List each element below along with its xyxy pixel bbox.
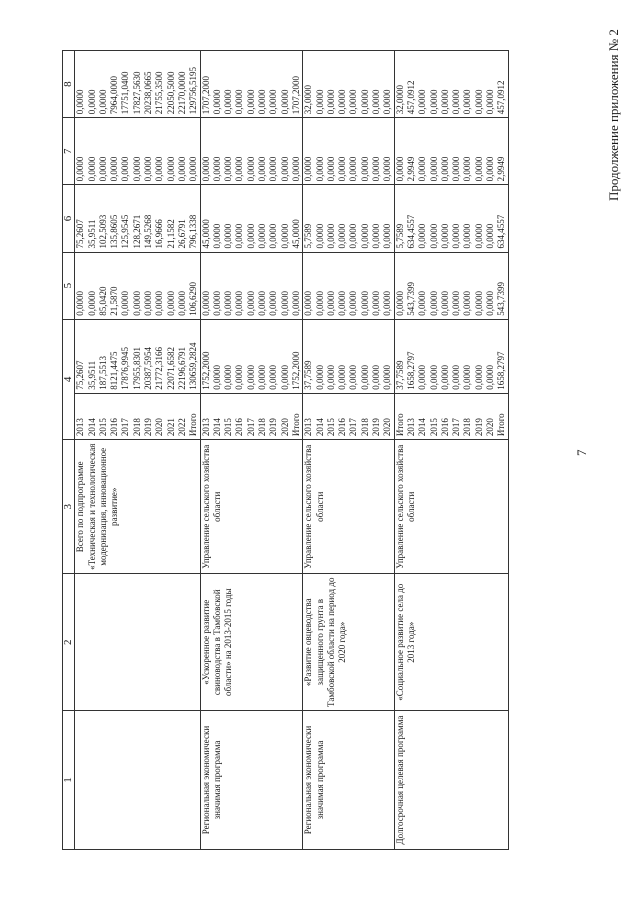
value-cell: 0,0000 [337,290,348,316]
value-cell: 634,4557 [405,214,416,249]
value-cell: 0,0000 [439,156,450,182]
value-cell: 0,0000 [154,290,165,316]
value-cell: 0,0000 [268,223,279,249]
year-label: 2020 [279,418,290,437]
continuation-label: Продолжение приложения № 2 [606,29,621,201]
value-cell: 0,0000 [188,156,199,182]
value-cell: 0,0000 [417,290,428,316]
value-cell: 0,0000 [428,365,439,390]
value-cell: 37,7589 [303,360,314,390]
year-label: 2015 [223,418,234,437]
responsible-executor-cell: Управление сельского хозяйства области [394,440,508,574]
value-cell: 0,0000 [462,89,473,115]
value-cell: 0,0000 [86,156,97,182]
value-cell: 0,0000 [382,290,393,316]
value-cell: 16,9666 [154,219,165,249]
year-label: 2018 [257,418,268,437]
value-cell: 0,0000 [211,365,222,390]
value-cell: 0,0000 [86,89,97,115]
year-label: 2017 [451,418,462,437]
year-label: 2015 [97,418,108,437]
column-number: 7 [63,118,75,185]
value-cell: 0,0000 [371,89,382,115]
regional-budget-column [200,185,303,252]
value-cell: 0,0000 [348,365,359,390]
year-label: 2013 [303,418,314,437]
value-cell: 0,0000 [428,223,439,249]
value-cell: 0,0000 [484,365,495,390]
value-cell: 0,0000 [314,89,325,115]
value-cell: 0,0000 [303,156,314,182]
value-cell: 0,0000 [462,156,473,182]
value-cell: 0,0000 [382,223,393,249]
column-number: 8 [63,51,75,118]
value-cell: 0,0000 [451,290,462,316]
year-label: 2021 [165,418,176,437]
value-cell: 0,0000 [451,156,462,182]
value-cell: 0,0000 [417,223,428,249]
value-cell: 32,0000 [394,84,405,115]
column-number: 3 [63,440,75,574]
value-cell: 0,0000 [473,365,484,390]
value-cell: 0,0000 [75,290,86,316]
value-cell: 5,7589 [394,223,405,249]
value-cell: 0,0000 [371,290,382,316]
value-cell: 0,0000 [428,156,439,182]
value-cell: 0,0000 [234,89,245,115]
value-cell: 1707,2000 [290,75,301,115]
value-cell: 0,0000 [268,365,279,390]
year-label: 2020 [154,418,165,437]
value-cell: 0,0000 [234,290,245,316]
year-label: 2022 [176,418,187,437]
value-cell: 0,0000 [165,290,176,316]
value-cell: 0,0000 [223,290,234,316]
value-cell: 0,0000 [257,290,268,316]
value-cell: 0,0000 [371,223,382,249]
year-label: 2016 [234,418,245,437]
value-cell: 0,0000 [439,290,450,316]
value-cell: 0,0000 [337,365,348,390]
value-cell: 17827,5630 [131,71,142,115]
value-cell: 0,0000 [337,89,348,115]
value-cell: 0,0000 [97,156,108,182]
value-cell: 0,0000 [462,290,473,316]
years-column [200,393,303,439]
value-cell: 0,0000 [359,156,370,182]
total-amount-column [75,319,200,393]
year-label: Итого [496,413,507,437]
value-cell: 0,0000 [473,223,484,249]
value-cell: 45,0000 [290,219,301,249]
value-cell: 135,8605 [109,214,120,249]
federal-budget-column [75,252,200,319]
value-cell: 17876,9945 [120,347,131,390]
value-cell: 0,0000 [428,290,439,316]
financing-table [62,50,509,850]
value-cell: 0,0000 [382,365,393,390]
value-cell: 0,0000 [257,156,268,182]
value-cell: 543,7399 [496,281,507,316]
local-budget-column [75,118,200,185]
year-label: 2019 [371,418,382,437]
value-cell: 128,2671 [131,214,142,249]
value-cell: 0,0000 [245,223,256,249]
value-cell: 8121,4475 [109,351,120,390]
table-row [394,51,508,850]
value-cell: 0,0000 [245,365,256,390]
value-cell: 0,0000 [484,156,495,182]
program-name-cell [75,574,200,711]
value-cell: 0,0000 [75,89,86,115]
value-cell: 0,0000 [109,156,120,182]
value-cell: 21,5870 [109,286,120,316]
value-cell: 0,0000 [223,365,234,390]
value-cell: 0,0000 [200,290,211,316]
value-cell: 2,9949 [496,156,507,182]
value-cell: 0,0000 [268,290,279,316]
value-cell: 45,0000 [200,219,211,249]
value-cell: 0,0000 [359,223,370,249]
table-row [200,51,303,850]
year-label: 2015 [428,418,439,437]
value-cell: 0,0000 [257,89,268,115]
value-cell: 0,0000 [211,290,222,316]
years-column [394,393,508,439]
column-number: 4 [63,319,75,439]
value-cell: 0,0000 [428,89,439,115]
value-cell: 0,0000 [382,89,393,115]
value-cell: 0,0000 [371,156,382,182]
value-cell: 457,0912 [496,80,507,115]
year-label: 2017 [348,418,359,437]
value-cell: 21755,3500 [154,71,165,115]
regional-budget-column [303,185,394,252]
value-cell: 0,0000 [211,89,222,115]
value-cell: 20238,0665 [143,71,154,115]
year-label: Итого [188,413,199,437]
value-cell: 17955,8301 [131,347,142,390]
value-cell: 0,0000 [348,223,359,249]
value-cell: 5,7589 [303,223,314,249]
value-cell: 0,0000 [223,156,234,182]
value-cell: 0,0000 [325,89,336,115]
year-label: 2013 [405,418,416,437]
year-label: 2014 [314,418,325,437]
value-cell: 125,9545 [120,214,131,249]
local-budget-column [200,118,303,185]
column-number: 1 [63,711,75,850]
value-cell: 1658,2797 [496,351,507,390]
value-cell: 0,0000 [176,290,187,316]
federal-budget-column [303,252,394,319]
year-label: 2014 [211,418,222,437]
value-cell: 796,1338 [188,214,199,249]
value-cell: 0,0000 [462,223,473,249]
value-cell: 0,0000 [382,156,393,182]
value-cell: 0,0000 [348,89,359,115]
years-column [303,393,394,439]
program-type-cell [75,711,200,850]
year-label: 2018 [359,418,370,437]
value-cell: 0,0000 [439,365,450,390]
value-cell: 0,0000 [417,365,428,390]
value-cell: 0,0000 [120,290,131,316]
value-cell: 0,0000 [131,290,142,316]
value-cell: 0,0000 [417,89,428,115]
value-cell: 0,0000 [234,223,245,249]
value-cell: 0,0000 [75,156,86,182]
value-cell: 0,0000 [473,156,484,182]
program-type-cell: Региональная экономически значимая программа [200,711,303,850]
program-name-cell: «Социальное развитие села до 2013 года» [394,574,508,711]
value-cell: 0,0000 [143,290,154,316]
table-row [75,51,200,850]
value-cell: 0,0000 [325,290,336,316]
value-cell: 75,2607 [75,219,86,249]
total-amount-column [394,319,508,393]
value-cell: 0,0000 [257,223,268,249]
regional-budget-column [75,185,200,252]
program-name-cell: «Ускоренное развитие свиноводства в Тамбовской области» на 2013-2015 годы [200,574,303,711]
value-cell: 2,9949 [405,156,416,182]
value-cell: 1752,2000 [290,351,301,390]
value-cell: 0,0000 [484,223,495,249]
year-label: 2019 [473,418,484,437]
value-cell: 0,0000 [451,223,462,249]
value-cell: 0,0000 [143,156,154,182]
value-cell: 0,0000 [245,156,256,182]
year-label: 2019 [143,418,154,437]
column-number-row [63,51,75,850]
value-cell: 0,0000 [439,223,450,249]
value-cell: 0,0000 [417,156,428,182]
total-amount-column [200,319,303,393]
responsible-executor-cell: Всего по подпрограмме «Техническая и технологическая модернизация, инновационное развитие» [75,440,200,574]
value-cell: 0,0000 [325,365,336,390]
value-cell: 0,0000 [223,89,234,115]
value-cell: 0,0000 [154,156,165,182]
value-cell: 85,0420 [97,286,108,316]
value-cell: 0,0000 [314,223,325,249]
value-cell: 35,9511 [86,219,97,249]
years-column [75,393,200,439]
year-label: 2013 [200,418,211,437]
extra-budget-column [200,51,303,118]
value-cell: 0,0000 [394,156,405,182]
year-label: 2016 [439,418,450,437]
value-cell: 0,0000 [473,290,484,316]
value-cell: 0,0000 [279,223,290,249]
value-cell: 0,0000 [279,89,290,115]
value-cell: 0,0000 [484,89,495,115]
year-label: 2017 [120,418,131,437]
value-cell: 0,0000 [223,223,234,249]
value-cell: 32,0000 [303,84,314,115]
value-cell: 0,0000 [268,156,279,182]
value-cell: 0,0000 [314,156,325,182]
column-number: 6 [63,185,75,252]
value-cell: 1658,2797 [405,351,416,390]
year-label: 2014 [86,418,97,437]
value-cell: 0,0000 [131,156,142,182]
value-cell: 22050,5000 [165,71,176,115]
value-cell: 634,4557 [496,214,507,249]
value-cell: 0,0000 [439,89,450,115]
value-cell: 0,0000 [325,223,336,249]
value-cell: 0,0000 [176,156,187,182]
year-label: 2020 [484,418,495,437]
value-cell: 21772,3166 [154,347,165,390]
year-label: 2015 [325,418,336,437]
value-cell: 22170,0000 [176,71,187,115]
value-cell: 106,6290 [188,281,199,316]
table-row [303,51,394,850]
value-cell: 0,0000 [348,156,359,182]
year-label: Итого [290,413,301,437]
regional-budget-column [394,185,508,252]
value-cell: 22196,6791 [176,347,187,390]
value-cell: 20387,5954 [143,347,154,390]
responsible-executor-cell: Управление сельского хозяйства области [200,440,303,574]
year-label: 2017 [245,418,256,437]
column-number: 2 [63,574,75,711]
value-cell: 0,0000 [120,156,131,182]
value-cell: 0,0000 [97,89,108,115]
value-cell: 149,5268 [143,214,154,249]
value-cell: 0,0000 [359,290,370,316]
value-cell: 457,0912 [405,80,416,115]
value-cell: 0,0000 [290,290,301,316]
value-cell: 0,0000 [394,290,405,316]
value-cell: 0,0000 [279,156,290,182]
total-amount-column [303,319,394,393]
value-cell: 130659,2824 [188,342,199,390]
value-cell: 0,0000 [371,365,382,390]
value-cell: 0,0000 [290,156,301,182]
value-cell: 0,0000 [211,156,222,182]
year-label: 2016 [109,418,120,437]
year-label: 2018 [131,418,142,437]
value-cell: 129756,5195 [188,66,199,115]
value-cell: 1752,2000 [200,351,211,390]
value-cell: 0,0000 [245,89,256,115]
value-cell: 0,0000 [337,223,348,249]
value-cell: 0,0000 [279,365,290,390]
value-cell: 26,6791 [176,219,187,249]
extra-budget-column [303,51,394,118]
value-cell: 0,0000 [451,89,462,115]
page-number: 7 [574,449,589,456]
responsible-executor-cell: Управление сельского хозяйства области [303,440,394,574]
value-cell: 75,2607 [75,360,86,390]
value-cell: 0,0000 [359,365,370,390]
value-cell: 7964,0000 [109,75,120,115]
value-cell: 0,0000 [245,290,256,316]
value-cell: 0,0000 [303,290,314,316]
year-label: 2016 [337,418,348,437]
value-cell: 0,0000 [473,89,484,115]
year-label: 2018 [462,418,473,437]
value-cell: 0,0000 [279,290,290,316]
value-cell: 17751,0400 [120,71,131,115]
extra-budget-column [75,51,200,118]
federal-budget-column [200,252,303,319]
value-cell: 0,0000 [325,156,336,182]
year-label: 2020 [382,418,393,437]
year-label: 2019 [268,418,279,437]
value-cell: 0,0000 [200,156,211,182]
value-cell: 0,0000 [234,365,245,390]
program-name-cell: «Развитие овцеводства защищенного грунта в Тамбовской области на период до 2020 года» [303,574,394,711]
value-cell: 35,9511 [86,360,97,390]
program-type-cell: Долгосрочная целевая программа [394,711,508,850]
value-cell: 0,0000 [86,290,97,316]
value-cell: 0,0000 [268,89,279,115]
local-budget-column [394,118,508,185]
column-number: 5 [63,252,75,319]
value-cell: 0,0000 [484,290,495,316]
value-cell: 0,0000 [314,365,325,390]
value-cell: 0,0000 [451,365,462,390]
value-cell: 22071,6582 [165,347,176,390]
value-cell: 0,0000 [462,365,473,390]
value-cell: 0,0000 [211,223,222,249]
federal-budget-column [394,252,508,319]
value-cell: 543,7399 [405,281,416,316]
value-cell: 1707,2000 [200,75,211,115]
value-cell: 187,5513 [97,356,108,390]
value-cell: 0,0000 [234,156,245,182]
local-budget-column [303,118,394,185]
value-cell: 0,0000 [314,290,325,316]
value-cell: 21,1582 [165,219,176,249]
value-cell: 0,0000 [359,89,370,115]
value-cell: 0,0000 [257,365,268,390]
value-cell: 0,0000 [337,156,348,182]
extra-budget-column [394,51,508,118]
value-cell: 37,7589 [394,360,405,390]
value-cell: 102,5093 [97,214,108,249]
value-cell: 0,0000 [165,156,176,182]
year-label: 2013 [75,418,86,437]
year-label: Итого [394,413,405,437]
program-type-cell: Региональная экономически значимая программа [303,711,394,850]
year-label: 2014 [417,418,428,437]
value-cell: 0,0000 [348,290,359,316]
